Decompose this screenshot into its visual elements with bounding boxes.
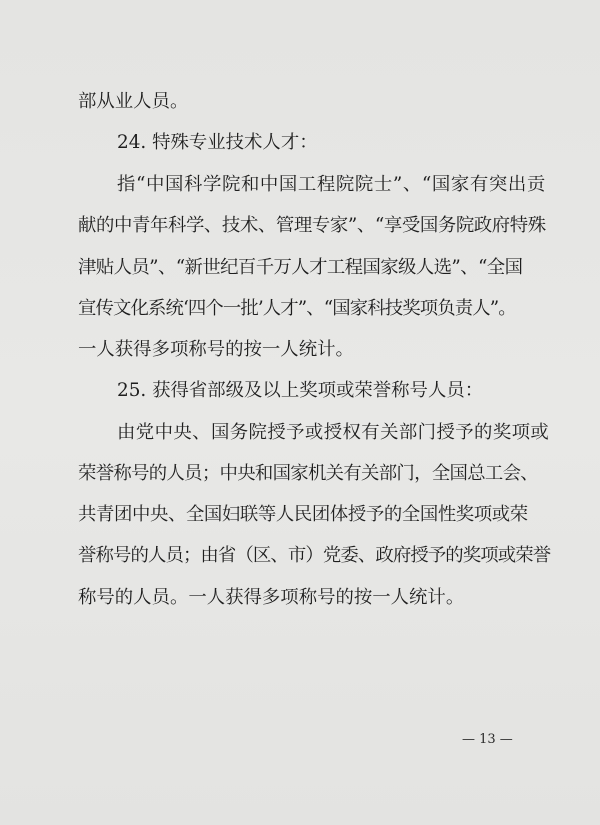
text-line-9: 由党中央、国务院授予或授权有关部门授予的奖项或 <box>117 422 550 443</box>
section-heading-25: 25. 获得省部级及以上奖项或荣誉称号人员： <box>117 380 484 401</box>
text-line-5: 津贴人员”、“新世纪百千万人才工程国家级人选”、“全国 <box>78 257 523 278</box>
page-number: — 13 — <box>462 732 513 747</box>
text-line-4: 献的中青年科学、技术、管理专家”、“享受国务院政府特殊 <box>78 215 546 236</box>
text-line-13: 称号的人员。一人获得多项称号的按一人统计。 <box>78 587 465 608</box>
text-line-3: 指“中国科学院和中国工程院院士”、“国家有突出贡 <box>117 174 546 195</box>
text-line-11: 共青团中央、全国妇联等人民团体授予的全国性奖项或荣 <box>78 504 528 525</box>
text-line-1: 部从业人员。 <box>78 91 189 112</box>
section-heading-24: 24. 特殊专业技术人才： <box>117 132 318 153</box>
text-line-10: 荣誉称号的人员；中央和国家机关有关部门，全国总工会、 <box>78 463 538 484</box>
text-line-7: 一人获得多项称号的按一人统计。 <box>78 339 354 360</box>
text-line-12: 誉称号的人员；由省（区、市）党委、政府授予的奖项或荣誉 <box>78 545 551 566</box>
text-line-6: 宣传文化系统‘四个一批’人才”、“国家科技奖项负责人”。 <box>78 298 516 319</box>
